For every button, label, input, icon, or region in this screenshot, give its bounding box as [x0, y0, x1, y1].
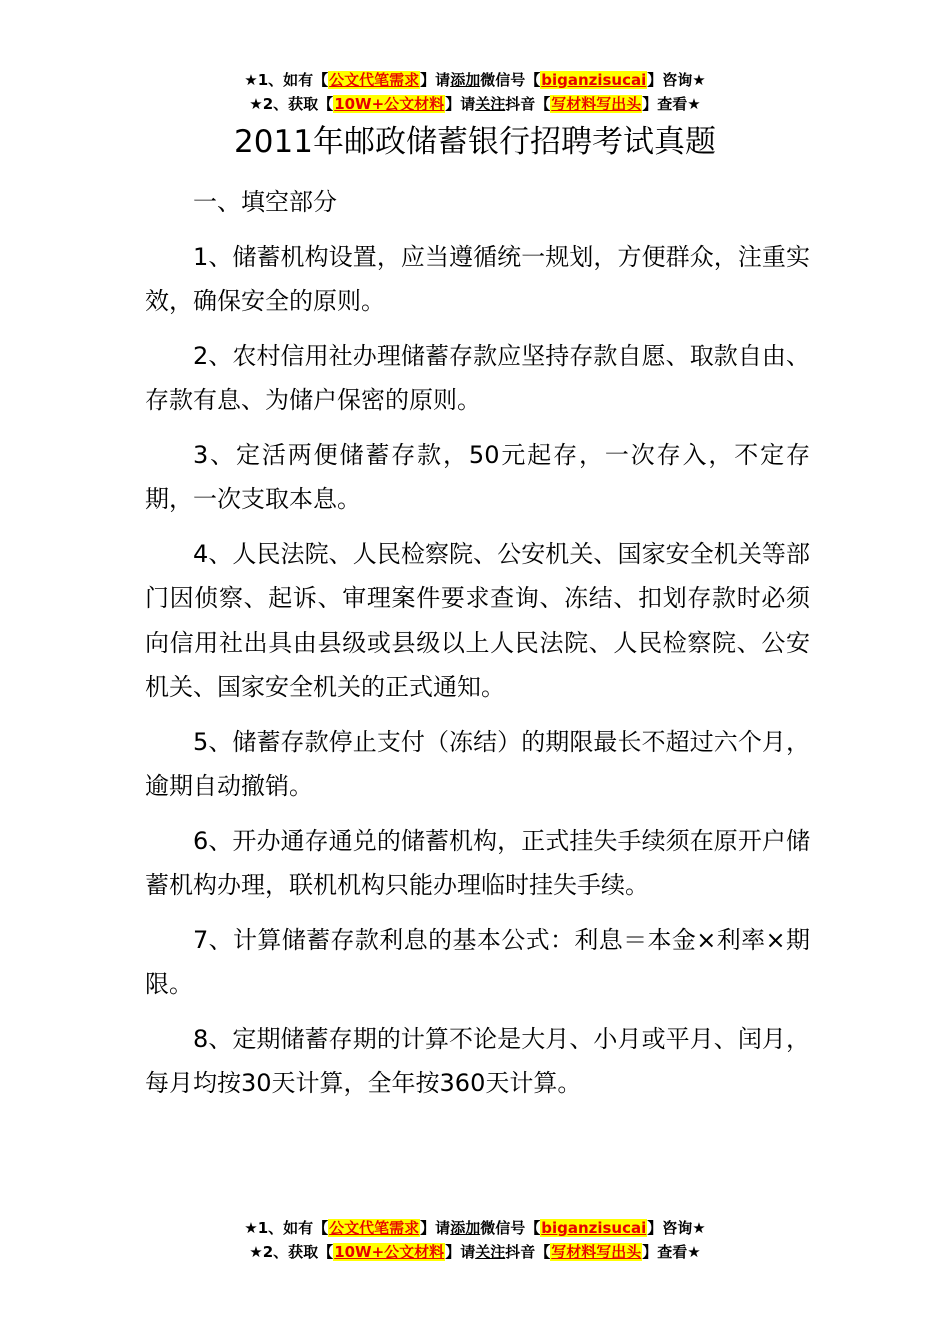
list-item: 7、计算储蓄存款利息的基本公式：利息＝本金×利率×期限。: [145, 925, 810, 998]
list-item: 4、人民法院、人民检察院、公安机关、国家安全机关等部门因侦察、起诉、审理案件要求查询、冻结、扣划存款时必须向信用社出具由县级或县级以上人民法院、人民检察院、公安机关、国家安全机关的正式通知。: [145, 539, 810, 701]
highlight-douyin-account: 写材料写出头: [551, 95, 642, 113]
document-body: [145, 180, 810, 1116]
list-item: 1、储蓄机构设置，应当遵循统一规划，方便群众，注重实效，确保安全的原则。: [145, 242, 810, 315]
banner-line-1: ★1、如有【公文代笔需求】请添加微信号【biganzisucai】咨询★: [244, 1219, 706, 1237]
banner-line-2: ★2、获取【10W+公文材料】请关注抖音【写材料写出头】查看★: [249, 1243, 701, 1261]
list-item: 6、开办通存通兑的储蓄机构，正式挂失手续须在原开户储蓄机构办理，联机机构只能办理临时挂失手续。: [145, 826, 810, 899]
footer-banner: [0, 1216, 950, 1264]
list-item: 5、储蓄存款停止支付（冻结）的期限最长不超过六个月，逾期自动撤销。: [145, 727, 810, 800]
highlight-materials: 10W+公文材料: [334, 95, 445, 113]
list-item: 3、定活两便储蓄存款，50元起存，一次存入，不定存期，一次支取本息。: [145, 440, 810, 513]
header-banner: [0, 68, 950, 116]
highlight-service: 公文代笔需求: [329, 1219, 420, 1237]
list-item: 8、定期储蓄存期的计算不论是大月、小月或平月、闰月，每月均按30天计算，全年按360天计算。: [145, 1024, 810, 1097]
highlight-materials: 10W+公文材料: [334, 1243, 445, 1261]
banner-line-1: ★1、如有【公文代笔需求】请添加微信号【biganzisucai】咨询★: [244, 71, 706, 89]
highlight-wechat-id: biganzisucai: [541, 1219, 647, 1237]
highlight-douyin-account: 写材料写出头: [551, 1243, 642, 1261]
list-item: 2、农村信用社办理储蓄存款应坚持存款自愿、取款自由、存款有息、为储户保密的原则。: [145, 341, 810, 414]
document-title: 2011年邮政储蓄银行招聘考试真题: [234, 124, 716, 160]
banner-line-2: ★2、获取【10W+公文材料】请关注抖音【写材料写出头】查看★: [249, 95, 701, 113]
section-heading: 一、填空部分: [193, 188, 337, 216]
highlight-service: 公文代笔需求: [329, 71, 420, 89]
highlight-wechat-id: biganzisucai: [541, 71, 647, 89]
